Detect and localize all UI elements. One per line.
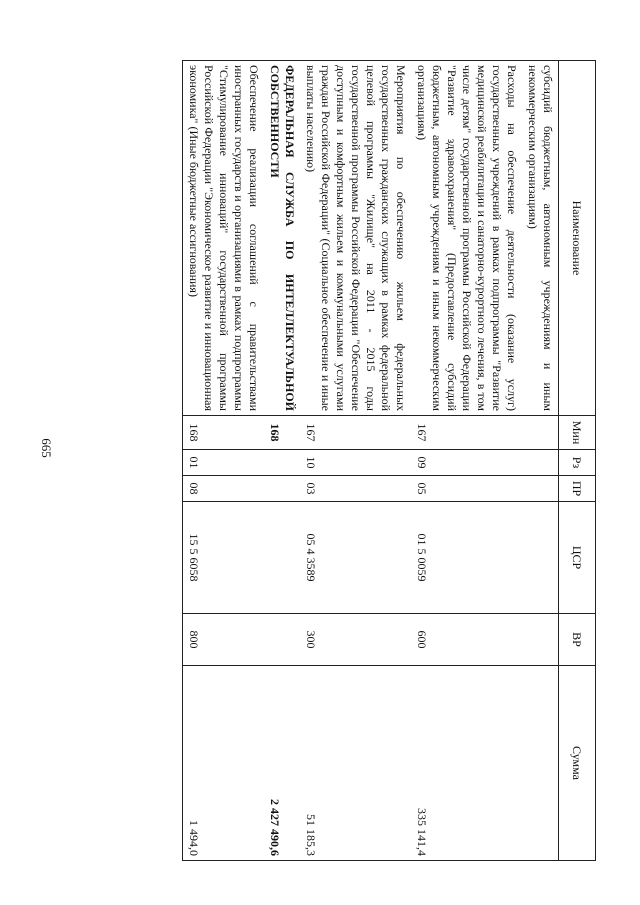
table-row-section [264,61,300,861]
table-row [183,61,265,861]
row-rz [264,450,300,476]
row-min: 167 [300,416,411,450]
row-csr [522,502,559,614]
row-pr: 08 [183,476,265,502]
row-name: субсидий бюджетным, автономным учреждениям и иным некоммерческим организациям) [522,61,559,416]
row-min: 167 [411,416,522,450]
header-name: Наименование [559,61,596,416]
row-pr: 03 [300,476,411,502]
row-rz [522,450,559,476]
row-sum: 1 494,0 [183,666,265,861]
row-sum [522,666,559,861]
row-min: 168 [183,416,265,450]
table-row [411,61,522,861]
row-csr: 01 5 0059 [411,502,522,614]
row-sum: 2 427 490,6 [264,666,300,861]
row-vr: 800 [183,614,265,666]
table-header-row [559,61,596,861]
row-sum: 335 141,4 [411,666,522,861]
row-rz: 10 [300,450,411,476]
budget-table [182,60,596,861]
row-vr [522,614,559,666]
row-rz: 01 [183,450,265,476]
row-csr: 15 5 6058 [183,502,265,614]
budget-table-sheet [76,60,596,860]
row-min: 168 [264,416,300,450]
header-min: Мин [559,416,596,450]
row-min [522,416,559,450]
header-rz: Рз [559,450,596,476]
row-pr [264,476,300,502]
row-pr [522,476,559,502]
row-name: ФЕДЕРАЛЬНАЯ СЛУЖБА ПО ИНТЕЛЛЕКТУАЛЬНОЙ СОБСТВЕННОСТИ [264,61,300,416]
row-vr [264,614,300,666]
row-vr: 300 [300,614,411,666]
row-csr [264,502,300,614]
row-sum: 51 185,3 [300,666,411,861]
row-name: Мероприятия по обеспечению жильем федеральных государственных гражданских служащих в рамках федеральной целевой программы "Жилище" на 2011 - 2015 годы государственной программы Российской Федерации "Обеспечение доступным и комфортным жильем и коммунальными услугами граждан Российской Федерации" (Социальное обеспечение и иные выплаты населению) [300,61,411,416]
header-pr: ПР [559,476,596,502]
row-vr: 600 [411,614,522,666]
row-name: Обеспечение реализации соглашений с правительствами иностранных государств и организациями в рамках подпрограммы "Стимулирование инноваций" государственной программы Российской Федерации "Экономическое развитие и инновационная экономика" (Иные бюджетные ассигнования) [183,61,265,416]
header-csr: ЦСР [559,502,596,614]
row-rz: 09 [411,450,522,476]
table-row [300,61,411,861]
row-name: Расходы на обеспечение деятельности (оказание услуг) государственных учреждений в рамках подпрограммы "Развитие медицинской реабилитации и санаторно-курортного лечения, в том числе детям" государственной программы Российской Федерации "Развитие здравоохранения" (Предоставление субсидий бюджетным, автономным учреждениям и иным некоммерческим организациям) [411,61,522,416]
header-sum: Сумма [559,666,596,861]
row-pr: 05 [411,476,522,502]
header-vr: ВР [559,614,596,666]
page-number: 665 [38,438,54,458]
row-csr: 05 4 3589 [300,502,411,614]
table-row [522,61,559,861]
